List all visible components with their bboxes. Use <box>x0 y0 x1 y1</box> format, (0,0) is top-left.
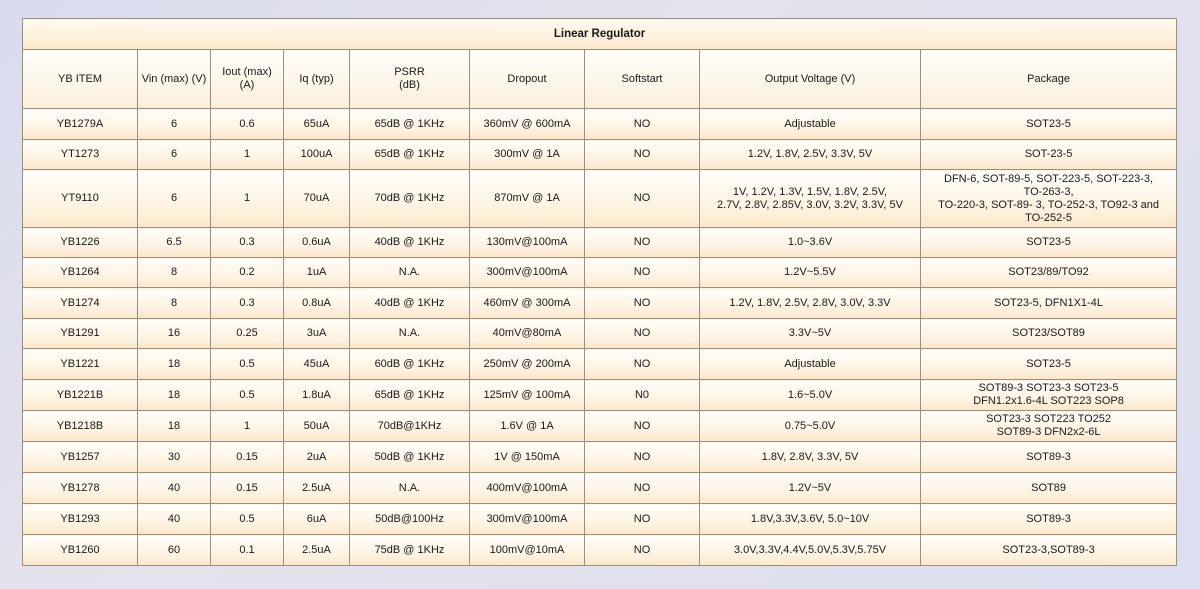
table-cell: 250mV @ 200mA <box>470 349 585 380</box>
table-cell: N0 <box>585 380 700 411</box>
table-cell: 2.5uA <box>284 535 350 566</box>
table-cell: SOT89-3 <box>921 504 1177 535</box>
column-header: Output Voltage (V) <box>700 50 921 109</box>
table-cell: 40mV@80mA <box>470 319 585 349</box>
table-cell: NO <box>585 319 700 349</box>
table-cell: 50uA <box>284 411 350 442</box>
column-header: Softstart <box>585 50 700 109</box>
table-cell: SOT89-3 SOT23-3 SOT23-5 DFN1.2x1.6-4L SOT223 SOP8 <box>921 380 1177 411</box>
table-cell: 0.6 <box>211 109 284 140</box>
column-header: Iq (typ) <box>284 50 350 109</box>
table-cell: 1.6V @ 1A <box>470 411 585 442</box>
table-row <box>23 504 1177 535</box>
table-cell: NO <box>585 170 700 228</box>
header-row <box>23 50 1177 109</box>
table-cell: SOT23-5, DFN1X1-4L <box>921 288 1177 319</box>
table-cell: 1 <box>211 411 284 442</box>
table-cell: NO <box>585 258 700 288</box>
table-cell: N.A. <box>350 319 470 349</box>
column-header: Vin (max) (V) <box>138 50 211 109</box>
table-cell: 6 <box>138 140 211 170</box>
table-row <box>23 473 1177 504</box>
table-row <box>23 442 1177 473</box>
table-cell: 8 <box>138 288 211 319</box>
table-cell: 1.8V,3.3V,3.6V, 5.0~10V <box>700 504 921 535</box>
table-cell: 1.0~3.6V <box>700 228 921 258</box>
column-header: PSRR (dB) <box>350 50 470 109</box>
table-cell: YB1278 <box>23 473 138 504</box>
table-cell: 70uA <box>284 170 350 228</box>
table-cell: 0.15 <box>211 473 284 504</box>
table-cell: N.A. <box>350 258 470 288</box>
table-cell: NO <box>585 140 700 170</box>
column-header: Iout (max) (A) <box>211 50 284 109</box>
table-cell: 360mV @ 600mA <box>470 109 585 140</box>
table-cell: 400mV@100mA <box>470 473 585 504</box>
table-cell: 0.5 <box>211 380 284 411</box>
table-cell: 18 <box>138 411 211 442</box>
table-cell: 0.8uA <box>284 288 350 319</box>
table-cell: 300mV@100mA <box>470 504 585 535</box>
table-cell: 0.75~5.0V <box>700 411 921 442</box>
table-cell: 0.25 <box>211 319 284 349</box>
table-row <box>23 349 1177 380</box>
table-cell: NO <box>585 442 700 473</box>
table-cell: N.A. <box>350 473 470 504</box>
table-cell: 18 <box>138 349 211 380</box>
table-cell: 0.15 <box>211 442 284 473</box>
table-row <box>23 170 1177 228</box>
table-cell: SOT-23-5 <box>921 140 1177 170</box>
table-cell: 65dB @ 1KHz <box>350 109 470 140</box>
table-cell: 60dB @ 1KHz <box>350 349 470 380</box>
table-row <box>23 411 1177 442</box>
table-cell: 130mV@100mA <box>470 228 585 258</box>
table-cell: 6 <box>138 109 211 140</box>
linear-regulator-table-frame <box>22 18 1176 566</box>
table-row <box>23 228 1177 258</box>
table-cell: 1.8uA <box>284 380 350 411</box>
table-cell: 0.2 <box>211 258 284 288</box>
table-title: Linear Regulator <box>23 19 1177 50</box>
table-cell: YB1291 <box>23 319 138 349</box>
table-cell: 1 <box>211 170 284 228</box>
table-cell: YB1221B <box>23 380 138 411</box>
table-cell: 16 <box>138 319 211 349</box>
table-cell: 300mV@100mA <box>470 258 585 288</box>
table-cell: 100mV@10mA <box>470 535 585 566</box>
table-cell: NO <box>585 411 700 442</box>
table-cell: 65dB @ 1KHz <box>350 380 470 411</box>
table-cell: 0.5 <box>211 504 284 535</box>
table-cell: SOT89 <box>921 473 1177 504</box>
table-cell: 1 <box>211 140 284 170</box>
table-cell: 0.1 <box>211 535 284 566</box>
table-cell: NO <box>585 228 700 258</box>
table-row <box>23 380 1177 411</box>
table-cell: 8 <box>138 258 211 288</box>
table-cell: SOT23-5 <box>921 349 1177 380</box>
table-cell: YT9110 <box>23 170 138 228</box>
table-cell: 1.2V~5.5V <box>700 258 921 288</box>
table-cell: 0.6uA <box>284 228 350 258</box>
table-row <box>23 288 1177 319</box>
table-cell: 60 <box>138 535 211 566</box>
table-cell: 1.2V~5V <box>700 473 921 504</box>
table-cell: 70dB@1KHz <box>350 411 470 442</box>
table-cell: 40 <box>138 504 211 535</box>
table-cell: SOT23/89/TO92 <box>921 258 1177 288</box>
table-cell: Adjustable <box>700 349 921 380</box>
table-cell: YB1218B <box>23 411 138 442</box>
table-cell: Adjustable <box>700 109 921 140</box>
table-cell: 870mV @ 1A <box>470 170 585 228</box>
table-cell: YB1260 <box>23 535 138 566</box>
table-row <box>23 319 1177 349</box>
table-cell: SOT89-3 <box>921 442 1177 473</box>
table-cell: 6.5 <box>138 228 211 258</box>
table-cell: 65uA <box>284 109 350 140</box>
table-cell: 125mV @ 100mA <box>470 380 585 411</box>
table-cell: 1V, 1.2V, 1.3V, 1.5V, 1.8V, 2.5V, 2.7V, 2.8V, 2.85V, 3.0V, 3.2V, 3.3V, 5V <box>700 170 921 228</box>
linear-regulator-table <box>22 18 1177 566</box>
table-cell: 0.3 <box>211 228 284 258</box>
table-cell: SOT23-5 <box>921 228 1177 258</box>
table-cell: 3uA <box>284 319 350 349</box>
column-header: YB ITEM <box>23 50 138 109</box>
table-cell: 1.2V, 1.8V, 2.5V, 2.8V, 3.0V, 3.3V <box>700 288 921 319</box>
table-cell: YB1274 <box>23 288 138 319</box>
table-cell: 70dB @ 1KHz <box>350 170 470 228</box>
table-cell: 100uA <box>284 140 350 170</box>
table-cell: NO <box>585 504 700 535</box>
table-cell: 1.2V, 1.8V, 2.5V, 3.3V, 5V <box>700 140 921 170</box>
table-cell: YB1257 <box>23 442 138 473</box>
table-cell: NO <box>585 473 700 504</box>
table-cell: 300mV @ 1A <box>470 140 585 170</box>
table-cell: SOT23-3,SOT89-3 <box>921 535 1177 566</box>
table-row <box>23 109 1177 140</box>
column-header: Package <box>921 50 1177 109</box>
table-cell: YB1221 <box>23 349 138 380</box>
table-cell: 40 <box>138 473 211 504</box>
table-cell: DFN-6, SOT-89-5, SOT-223-5, SOT-223-3, TO-263-3, TO-220-3, SOT-89- 3, TO-252-3, TO92-3 and TO-252-5 <box>921 170 1177 228</box>
table-cell: 460mV @ 300mA <box>470 288 585 319</box>
table-cell: 50dB@100Hz <box>350 504 470 535</box>
table-cell: 1V @ 150mA <box>470 442 585 473</box>
table-cell: 40dB @ 1KHz <box>350 228 470 258</box>
table-cell: 65dB @ 1KHz <box>350 140 470 170</box>
table-cell: 40dB @ 1KHz <box>350 288 470 319</box>
table-cell: 0.3 <box>211 288 284 319</box>
table-cell: SOT23-5 <box>921 109 1177 140</box>
table-cell: NO <box>585 109 700 140</box>
table-row <box>23 140 1177 170</box>
table-cell: 3.0V,3.3V,4.4V,5.0V,5.3V,5.75V <box>700 535 921 566</box>
table-cell: 1.6~5.0V <box>700 380 921 411</box>
table-cell: YB1293 <box>23 504 138 535</box>
table-cell: 3.3V~5V <box>700 319 921 349</box>
table-body <box>23 109 1177 566</box>
table-cell: 45uA <box>284 349 350 380</box>
table-cell: NO <box>585 535 700 566</box>
table-cell: NO <box>585 288 700 319</box>
table-cell: 30 <box>138 442 211 473</box>
table-cell: 75dB @ 1KHz <box>350 535 470 566</box>
column-header: Dropout <box>470 50 585 109</box>
table-cell: SOT23/SOT89 <box>921 319 1177 349</box>
table-row <box>23 535 1177 566</box>
table-cell: 2.5uA <box>284 473 350 504</box>
table-cell: 50dB @ 1KHz <box>350 442 470 473</box>
table-cell: YB1264 <box>23 258 138 288</box>
table-cell: NO <box>585 349 700 380</box>
table-row <box>23 258 1177 288</box>
table-cell: SOT23-3 SOT223 TO252 SOT89-3 DFN2x2-6L <box>921 411 1177 442</box>
table-cell: YB1226 <box>23 228 138 258</box>
table-cell: 6uA <box>284 504 350 535</box>
table-cell: 2uA <box>284 442 350 473</box>
table-cell: 0.5 <box>211 349 284 380</box>
table-cell: 1uA <box>284 258 350 288</box>
table-cell: 6 <box>138 170 211 228</box>
table-cell: YT1273 <box>23 140 138 170</box>
table-cell: 1.8V, 2.8V, 3.3V, 5V <box>700 442 921 473</box>
table-cell: 18 <box>138 380 211 411</box>
table-cell: YB1279A <box>23 109 138 140</box>
